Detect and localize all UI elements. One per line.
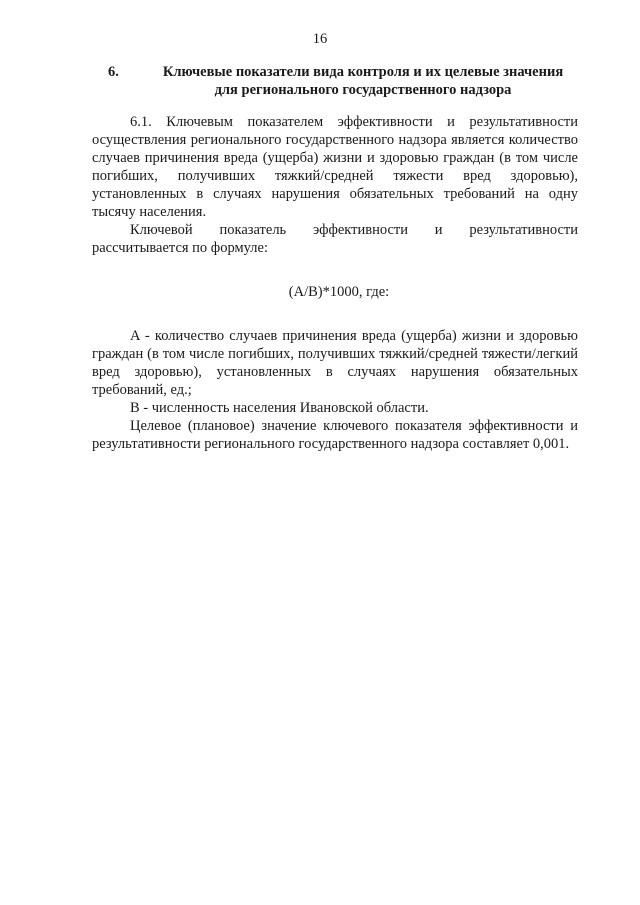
formula: (A/B)*1000, где:	[288, 284, 390, 300]
paragraph-variable-b: B - численность населения Ивановской области.	[130, 400, 429, 416]
section-title-line-2: для регионального государственного надзора	[214, 82, 512, 98]
section-title-line-1: Ключевые показатели вида контроля и их целевые значения	[162, 64, 564, 80]
section-heading-line-1	[92, 63, 578, 81]
section-heading	[92, 63, 578, 99]
paragraph-formula-intro: Ключевой показатель эффективности и результативности рассчитывается по формуле:	[92, 222, 578, 256]
page-number: 16	[312, 31, 328, 47]
paragraph-6-1: 6.1. Ключевым показателем эффективности и результативности осуществления регионального государственного надзора является количество случаев причинения вреда (ущерба) жизни и здоровью граждан (в том числе погибших, получивших тяжкий/средней тяжести вред здоровью), установленных в случаях нарушения обязательных требований на одну тысячу населения.	[92, 114, 578, 220]
paragraph-target-value: Целевое (плановое) значение ключевого показателя эффективности и результативности регионального государственного надзора составляет 0,001.	[92, 418, 578, 452]
section-body	[92, 113, 578, 453]
section-number: 6.	[108, 64, 119, 80]
paragraph-variable-a: A - количество случаев причинения вреда (ущерба) жизни и здоровью граждан (в том числе погибших, получивших тяжкий/средней тяжести/легкий вред здоровью), установленных в случаях нарушения обязательных требований, ед.;	[92, 328, 578, 398]
